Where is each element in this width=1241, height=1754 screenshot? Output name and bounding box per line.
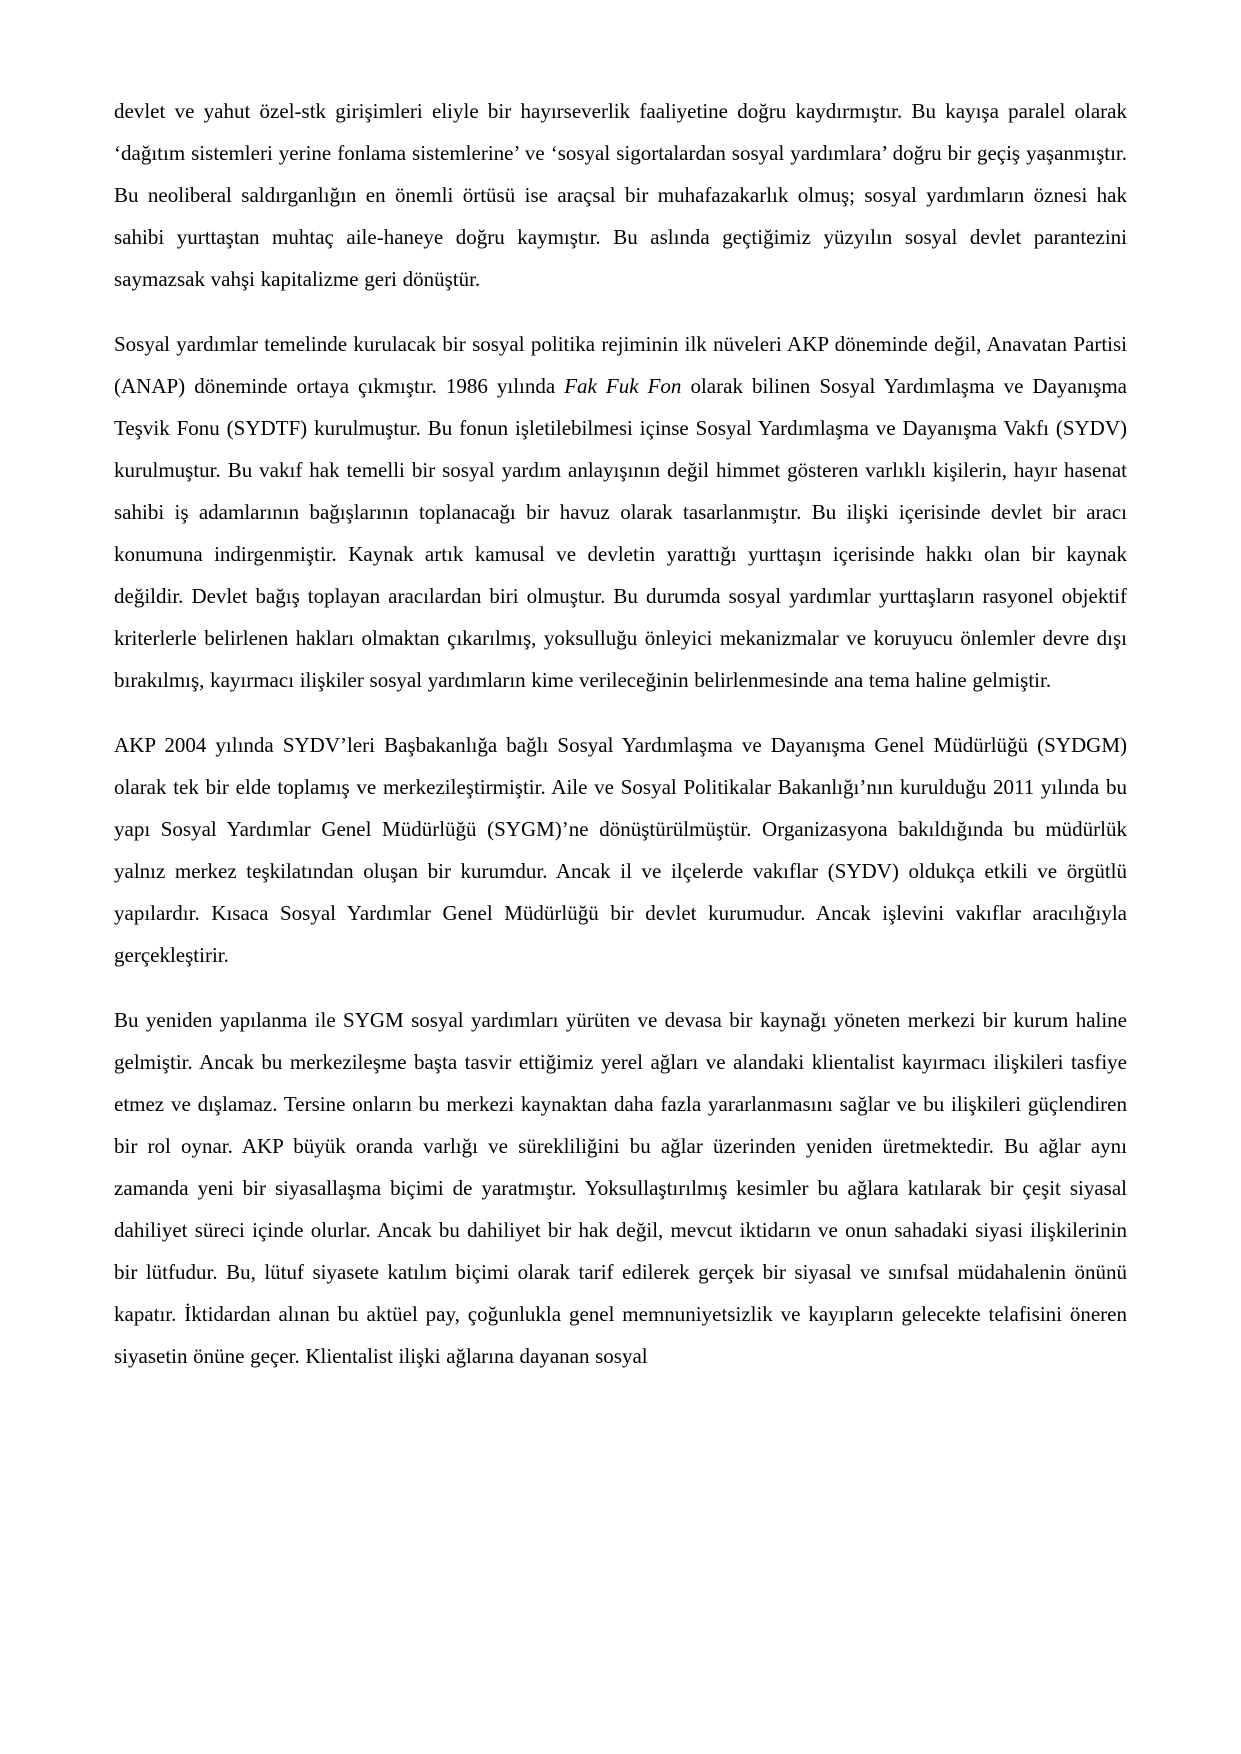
text-run: Bu yeniden yapılanma ile SYGM sosyal yardımları yürüten ve devasa bir kaynağı yöneten merkezi bir kurum haline gelmiştir. Ancak bu merkezileşme başta tasvir ettiğimiz yerel ağları ve alandaki klientalist kayırmacı ilişkileri tasfiye etmez ve dışlamaz. Tersine onların bu merkezi kaynaktan daha fazla yararlanmasını sağlar ve bu ilişkileri güçlendiren bir rol oynar. AKP büyük oranda varlığı ve sürekliliğini bu ağlar üzerinden yeniden üretmektedir. Bu ağlar aynı zamanda yeni bir siyasallaşma biçimi de yaratmıştır. Yoksullaştırılmış kesimler bu ağlara katılarak bir çeşit siyasal dahiliyet süreci içinde olurlar. Ancak bu dahiliyet bir hak değil, mevcut iktidarın ve onun sahadaki siyasi ilişkilerinin bir lütfudur. Bu, lütuf siyasete katılım biçimi olarak tarif edilerek gerçek bir siyasal ve sınıfsal müdahalenin önünü kapatır. İktidardan alınan bu aktüel pay, çoğunlukla genel memnuniyetsizlik ve kayıpların gelecekte telafisini öneren siyasetin önüne geçer. Klientalist ilişki ağlarına dayanan sosyal (114, 1008, 1127, 1368)
text-run: AKP 2004 yılında SYDV’leri Başbakanlığa bağlı Sosyal Yardımlaşma ve Dayanışma Genel Müdürlüğü (SYDGM) olarak tek bir elde toplamış ve merkezileştirmiştir. Aile ve Sosyal Politikalar Bakanlığı’nın kurulduğu 2011 yılında bu yapı Sosyal Yardımlar Genel Müdürlüğü (SYGM)’ne dönüştürülmüştür. Organizasyona bakıldığında bu müdürlük yalnız merkez teşkilatından oluşan bir kurumdur. Ancak il ve ilçelerde vakıflar (SYDV) oldukça etkili ve örgütlü yapılardır. Kısaca Sosyal Yardımlar Genel Müdürlüğü bir devlet kurumudur. Ancak işlevini vakıflar aracılığıyla gerçekleştirir. (114, 733, 1127, 967)
paragraph-1 (114, 90, 1127, 300)
paragraph-3 (114, 724, 1127, 976)
paragraph-2 (114, 323, 1127, 701)
text-run: Sosyal yardımlar temelinde kurulacak bir sosyal politika rejiminin ilk nüveleri AKP döneminde değil, Anavatan Partisi (ANAP) döneminde ortaya çıkmıştır. 1986 yılında (114, 332, 1127, 398)
text-run-italic: Fak Fuk Fon (564, 374, 682, 398)
paragraph-4 (114, 999, 1127, 1377)
text-run: olarak bilinen Sosyal Yardımlaşma ve Dayanışma Teşvik Fonu (SYDTF) kurulmuştur. Bu fonun işletilebilmesi içinse Sosyal Yardımlaşma ve Dayanışma Vakfı (SYDV) kurulmuştur. Bu vakıf hak temelli bir sosyal yardım anlayışının değil himmet gösteren varlıklı kişilerin, hayır hasenat sahibi iş adamlarının bağışlarının toplanacağı bir havuz olarak tasarlanmıştır. Bu ilişki içerisinde devlet bir aracı konumuna indirgenmiştir. Kaynak artık kamusal ve devletin yarattığı yurttaşın içerisinde hakkı olan bir kaynak değildir. Devlet bağış toplayan aracılardan biri olmuştur. Bu durumda sosyal yardımlar yurttaşların rasyonel objektif kriterlerle belirlenen hakları olmaktan çıkarılmış, yoksulluğu önleyici mekanizmalar ve koruyucu önlemler devre dışı bırakılmış, kayırmacı ilişkiler sosyal yardımların kime verileceğinin belirlenmesinde ana tema haline gelmiştir. (114, 374, 1127, 692)
text-run: devlet ve yahut özel-stk girişimleri eliyle bir hayırseverlik faaliyetine doğru kaydırmıştır. Bu kayışa paralel olarak ‘dağıtım sistemleri yerine fonlama sistemlerine’ ve ‘sosyal sigortalardan sosyal yardımlara’ doğru bir geçiş yaşanmıştır. Bu neoliberal saldırganlığın en önemli örtüsü ise araçsal bir muhafazakarlık olmuş; sosyal yardımların öznesi hak sahibi yurttaştan muhtaç aile-haneye doğru kaymıştır. Bu aslında geçtiğimiz yüzyılın sosyal devlet parantezini saymazsak vahşi kapitalizme geri dönüştür. (114, 99, 1127, 291)
